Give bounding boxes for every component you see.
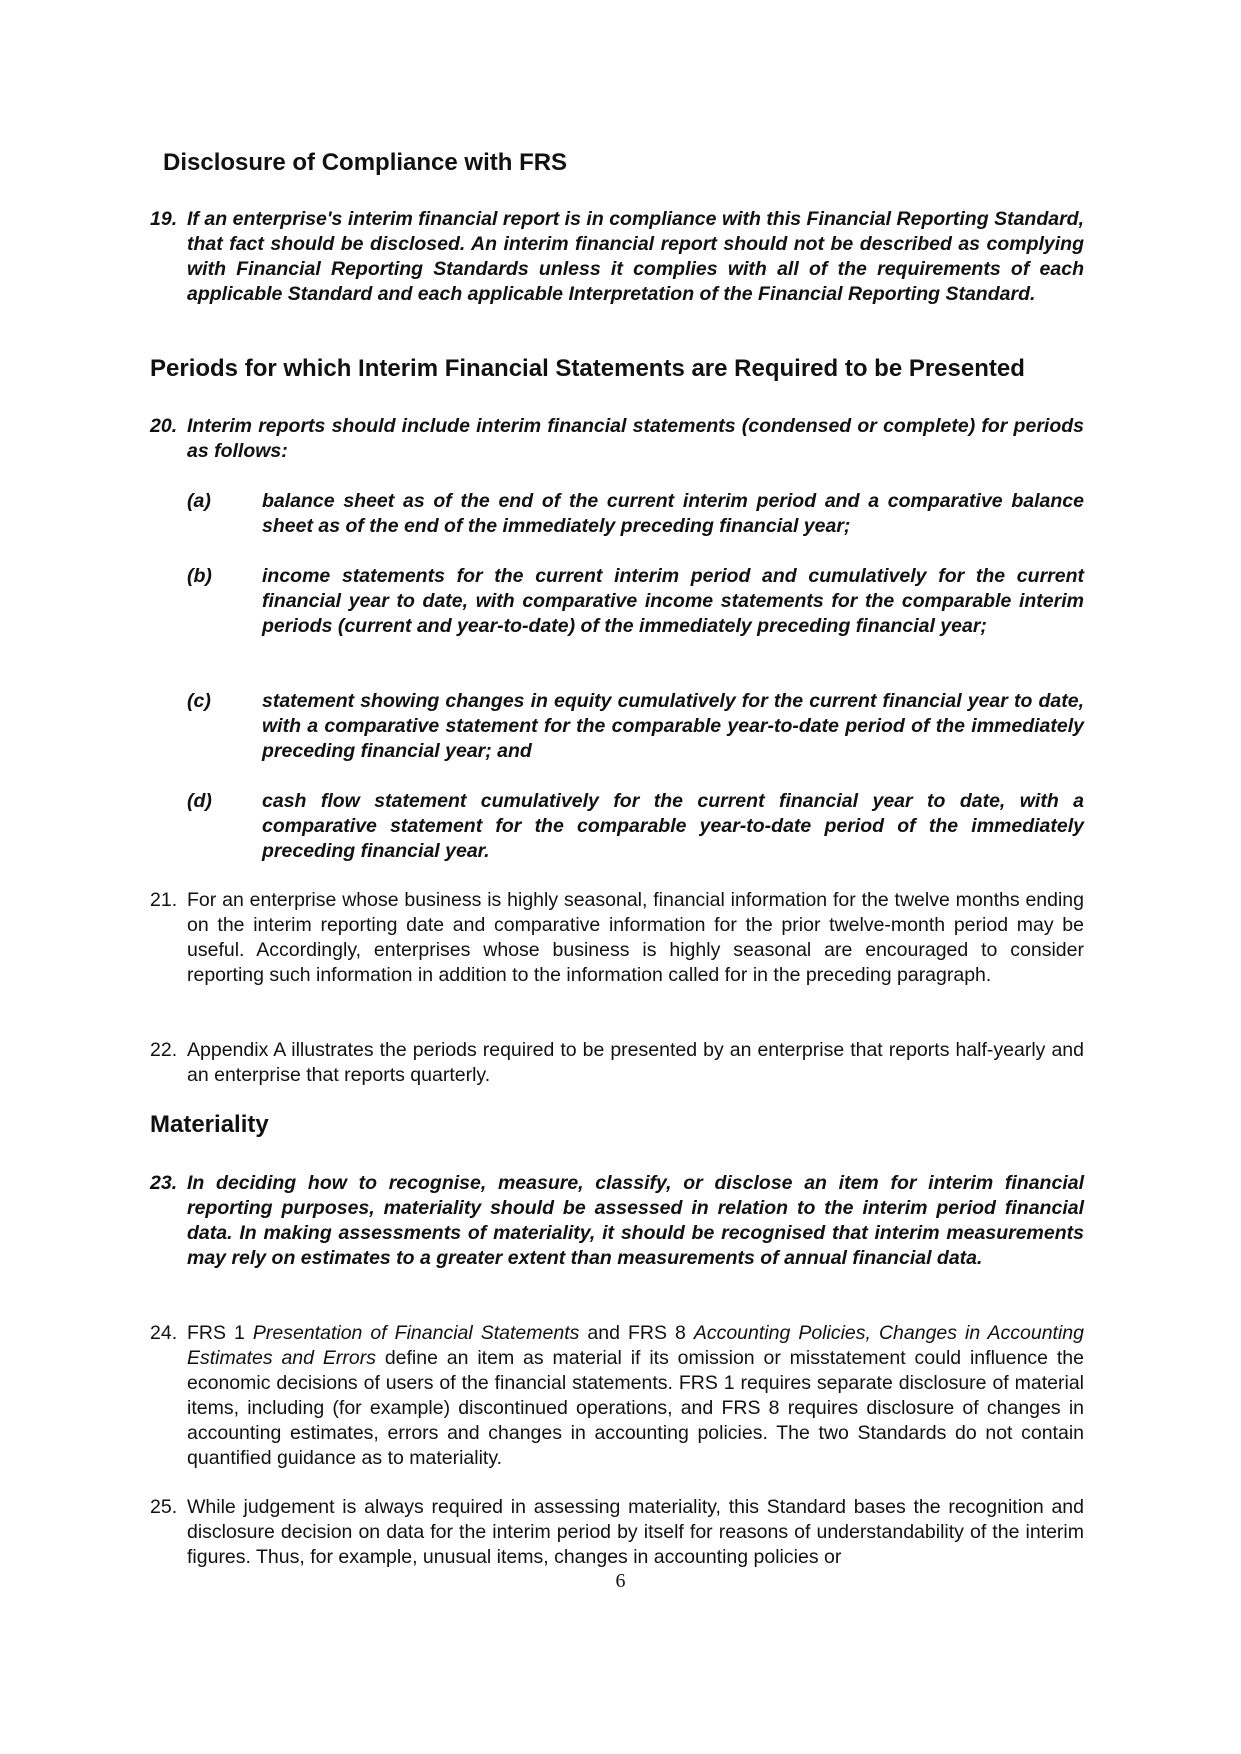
list-item-label: (d)	[187, 790, 212, 812]
paragraph-25	[150, 1495, 1084, 1570]
text-run: FRS 1	[187, 1322, 253, 1344]
paragraph-23	[150, 1171, 1084, 1271]
standard-title-frs8: Accounting Policies, Changes in Accounting Estimates and Errors	[187, 1322, 1084, 1369]
paragraph-text: For an enterprise whose business is highly seasonal, financial information for the twelve months ending on the interim reporting date and comparative information for the prior twelve-month period may be useful. Accordingly, enterprises whose business is highly seasonal are encouraged to consider reporting such information in addition to the information called for in the preceding paragraph.	[187, 889, 1084, 986]
list-item-text: income statements for the current interim period and cumulatively for the current financial year to date, with comparative income statements for the comparable interim periods (current and year-to-date) of the immediately preceding financial year;	[262, 565, 1084, 637]
list-item-label: (c)	[187, 690, 211, 712]
paragraph-number: 22.	[150, 1039, 178, 1061]
paragraph-19	[150, 207, 1084, 307]
list-item-text: cash flow statement cumulatively for the current financial year to date, with a comparative statement for the comparable year-to-date period of the immediately preceding financial year.	[262, 790, 1084, 862]
list-item-c	[187, 689, 1084, 764]
paragraph-text: In deciding how to recognise, measure, classify, or disclose an item for interim financial reporting purposes, materiality should be assessed in relation to the interim period financial data. In making assessments of materiality, it should be recognised that interim measurements may rely on estimates to a greater extent than measurements of annual financial data.	[187, 1172, 1084, 1269]
page-number: 6	[615, 1570, 626, 1592]
list-item-b	[187, 564, 1084, 639]
paragraph-text: If an enterprise's interim financial report is in compliance with this Financial Reporting Standard, that fact should be disclosed. An interim financial report should not be described as complying with Financial Reporting Standards unless it complies with all of the requirements of each applicable Standard and each applicable Interpretation of the Financial Reporting Standard.	[187, 208, 1084, 305]
list-item-d	[187, 789, 1084, 864]
paragraph-text: While judgement is always required in assessing materiality, this Standard bases the recognition and disclosure decision on data for the interim period by itself for reasons of understandability of the interim figures. Thus, for example, unusual items, changes in accounting policies or	[187, 1496, 1084, 1568]
paragraph-number: 23.	[150, 1172, 178, 1194]
paragraph-text: Interim reports should include interim financial statements (condensed or complete) for periods as follows:	[187, 415, 1084, 462]
paragraph-number: 25.	[150, 1496, 178, 1518]
list-item-a	[187, 489, 1084, 539]
paragraph-number: 19.	[150, 208, 178, 230]
paragraph-text	[187, 1321, 1084, 1470]
paragraph-number: 24.	[150, 1322, 178, 1344]
paragraph-22	[150, 1038, 1084, 1088]
paragraph-text: Appendix A illustrates the periods required to be presented by an enterprise that reports half-yearly and an enterprise that reports quarterly.	[187, 1039, 1084, 1086]
section-heading-materiality: Materiality	[150, 1111, 269, 1138]
list-item-label: (b)	[187, 565, 212, 587]
text-run: and FRS 8	[579, 1322, 694, 1344]
list-item-text: balance sheet as of the end of the current interim period and a comparative balance sheet as of the end of the immediately preceding financial year;	[262, 490, 1084, 537]
list-item-label: (a)	[187, 490, 211, 512]
paragraph-number: 20.	[150, 415, 178, 437]
paragraph-20	[150, 414, 1084, 464]
paragraph-24	[150, 1321, 1084, 1470]
text-run: define an item as material if its omission or misstatement could influence the economic decisions of users of the financial statements. FRS 1 requires separate disclosure of material items, including (for example) discontinued operations, and FRS 8 requires disclosure of changes in accounting estimates, errors and changes in accounting policies. The two Standards do not contain quantified guidance as to materiality.	[187, 1346, 1084, 1469]
list-item-text: statement showing changes in equity cumulatively for the current financial year to date, with a comparative statement for the comparable year-to-date period of the immediately preceding financial year; and	[262, 690, 1084, 762]
paragraph-number: 21.	[150, 889, 178, 911]
section-heading-compliance: Disclosure of Compliance with FRS	[163, 149, 568, 176]
section-heading-periods: Periods for which Interim Financial Statements are Required to be Presented	[150, 355, 1025, 382]
standard-title-frs1: Presentation of Financial Statements	[252, 1322, 580, 1344]
paragraph-21	[150, 888, 1084, 988]
